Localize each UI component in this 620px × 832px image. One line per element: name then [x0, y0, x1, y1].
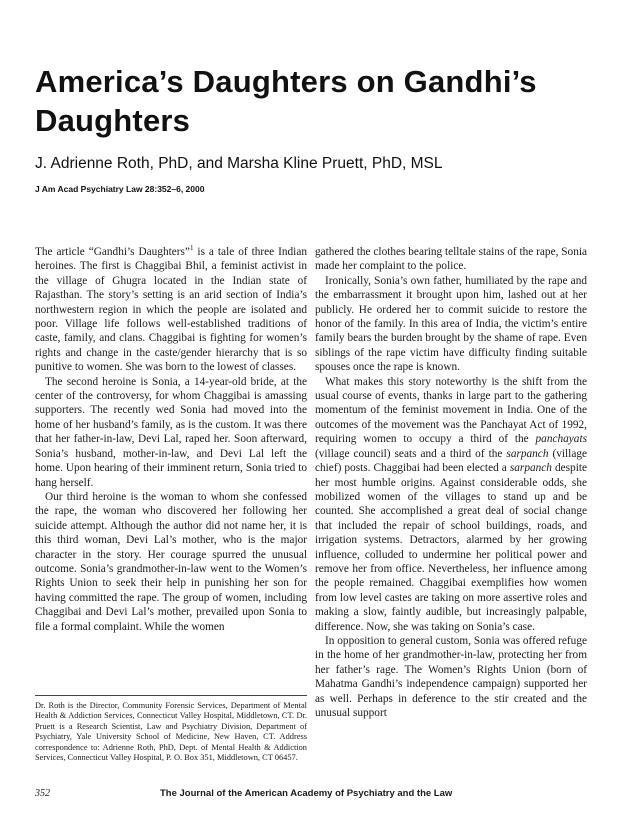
paragraph-text: What makes this story noteworthy is the shift from the usual course of events, thanks in large part to the gathering momentum of the feminist movement in India. One of the outcomes of the movement was the Panchayat Act of 1992, requiring women to occupy a third of the: [315, 375, 587, 446]
body-column-right: [315, 245, 587, 720]
paragraph: Ironically, Sonia’s own father, humiliated by the rape and the embarrassment it brought upon him, lashed out at her publicly. He ordered her to commit suicide to restore the honor of the family. In this area of India, the victim’s entire family bears the burden brought by the shame of rape. Even siblings of the rape victim have difficulty finding suitable spouses once the rape is known.: [315, 274, 587, 374]
article-title: America’s Daughters on Gandhi’s Daughters: [35, 64, 537, 138]
paragraph: Our third heroine is the woman to whom she confessed the rape, the woman who discovered her following her suicide attempt. Although the author did not name her, it is this third woman, Devi Lal’s mother, who is the major character in the story. Her courage spurred the unusual outcome. Sonia’s grandmother-in-law went to the Women’s Rights Union to seek their help in punishing her son for having committed the rape. The group of women, including Chaggibai and Devi Lal’s mother, prevailed upon Sonia to file a formal complaint. While the women: [35, 490, 307, 633]
paragraph-text: The article “Gandhi’s Daughters”: [35, 246, 190, 258]
paragraph: The second heroine is Sonia, a 14-year-old bride, at the center of the controversy, for whom Chaggibai is amassing supporters. The recently wed Sonia had moved into the home of her husband’s family, as is the custom. It was there that her father-in-law, Devi Lal, raped her. Soon afterward, Sonia’s husband, mother-in-law, and Devi Lal left the home. Upon hearing of their imminent return, Sonia tried to hang herself.: [35, 375, 307, 489]
paragraph-text: is a tale of three Indian heroines. The first is Chaggibai Bhil, a feminist activist in the village of Ghugra located in the Indian state of Rajasthan. The story’s setting is an arid section of India’s northwestern region in which the people are isolated and poor. Village life follows well-established traditions of caste, family, and clans. Chaggibai is fighting for women’s rights and change in the caste/gender hierarchy that is so punitive to women. She was born to the lowest of classes.: [35, 246, 307, 374]
paragraph: [35, 245, 307, 375]
italic-term: sarpanch: [509, 462, 552, 475]
article-citation: J Am Acad Psychiatry Law 28:352–6, 2000: [35, 184, 205, 194]
journal-name: The Journal of the American Academy of Psychiatry and the Law: [160, 788, 453, 799]
paragraph-text: (village chief) posts. Chaggibai had been elected a: [315, 447, 587, 475]
footnote-divider: [35, 695, 307, 696]
page-number: 352: [35, 788, 50, 799]
italic-term: sarpanch: [506, 447, 549, 460]
italic-term: panchayats: [535, 433, 587, 446]
paragraph: [315, 375, 587, 634]
paragraph: gathered the clothes bearing telltale stains of the rape, Sonia made her complaint to the police.: [315, 246, 587, 273]
paragraph: In opposition to general custom, Sonia was offered refuge in the home of her grandmother-in-law, protecting her from her father’s rage. The Women’s Rights Union (born of Mahatma Gandhi’s independence campaign) supported her as well. Perhaps in deference to the stir created and the unusual support: [315, 634, 587, 719]
paragraph-text: (village council) seats and a third of the: [315, 447, 507, 460]
article-authors: J. Adrienne Roth, PhD, and Marsha Kline Pruett, PhD, MSL: [35, 155, 443, 172]
author-footnote: Dr. Roth is the Director, Community Forensic Services, Department of Mental Health & Addiction Services, Connecticut Valley Hospital, Middletown, CT. Dr. Pruett is a Research Scientist, Law and Psychiatry Division, Department of Psychiatry, Yale University School of Medicine, New Haven, CT. Address correspondence to: Adrienne Roth, PhD, Dept. of Mental Health & Addiction Services, Connecticut Valley Hospital, P. O. Box 351, Middletown, CT 06457.: [35, 701, 307, 763]
paragraph-text: despite her most humble origins. Against considerable odds, she mobilized women of the villages to stand up and be counted. She accomplished a great deal of social change that included the repair of school buildings, roads, and irrigation systems. Detractors, alarmed by her growing influence, colluded to undermine her political power and remove her from office. Nevertheless, her influence among the people remained. Chaggibai exemplifies how women from low level castes are taking on more assertive roles and making a slow, faintly audible, but increasingly palpable, difference. Now, she was taking on Sonia’s case.: [315, 462, 587, 633]
body-column-left: [35, 245, 307, 634]
footnote-reference: 1: [189, 244, 194, 253]
